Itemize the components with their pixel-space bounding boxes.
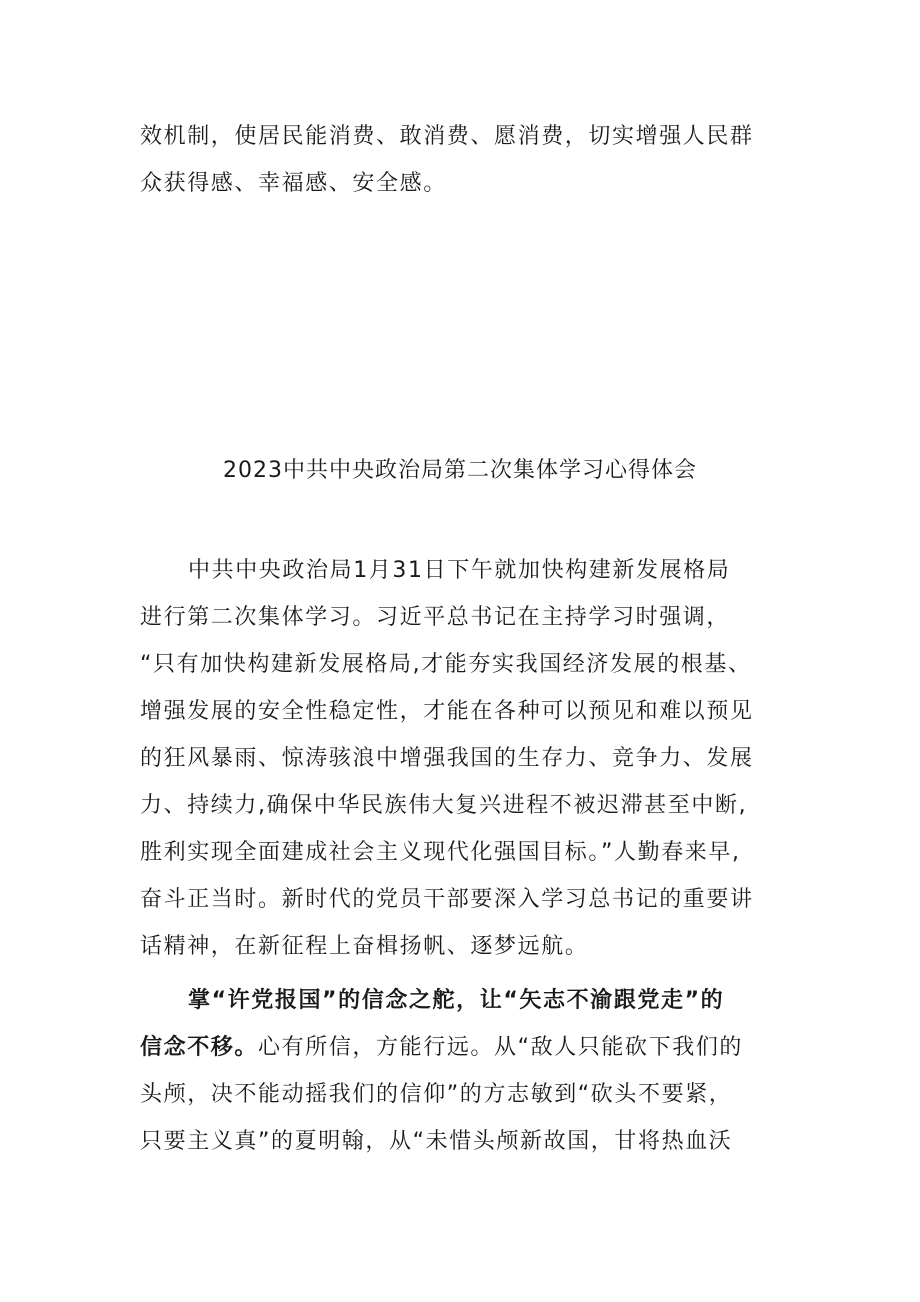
paragraph2-line-2 — [140, 1033, 800, 1063]
paragraph1-line-5: 的狂风暴雨、惊涛骇浪中增强我国的生存力、竞争力、发展 — [140, 746, 754, 771]
paragraph2-line-2-text: 心有所信，方能行远。从“敌人只能砍下我们的 — [258, 1035, 744, 1060]
paragraph2-heading-line-1: 掌“许党报国”的信念之舵，让“矢志不渝跟党走”的 — [188, 988, 725, 1013]
paragraph1-line-4: 增强发展的安全性稳定性，才能在各种可以预见和难以预见 — [140, 699, 754, 724]
paragraph1-line-6: 力、持续力,确保中华民族伟大复兴进程不被迟滞甚至中断, — [140, 793, 748, 818]
paragraph2-heading-end: 信念不移。 — [140, 1035, 259, 1060]
paragraph1-line-3: “只有加快构建新发展格局,才能夯实我国经济发展的根基、 — [140, 652, 752, 677]
continuation-line-1: 效机制，使居民能消费、敢消费、愿消费，切实增强人民群 — [140, 124, 754, 149]
paragraph1-line-9: 话精神，在新征程上奋楫扬帆、逐梦远航。 — [140, 934, 589, 959]
continuation-line-2: 众获得感、幸福感、安全感。 — [140, 171, 447, 196]
paragraph2-line-3: 头颅，决不能动摇我们的信仰”的方志敏到“砍头不要紧， — [140, 1082, 733, 1107]
article-title: 2023中共中央政治局第二次集体学习心得体会 — [223, 458, 697, 483]
paragraph1-line-2: 进行第二次集体学习。习近平总书记在主持学习时强调， — [140, 605, 731, 630]
paragraph1-line-8: 奋斗正当时。新时代的党员干部要深入学习总书记的重要讲 — [140, 887, 754, 912]
paragraph1-line-7: 胜利实现全面建成社会主义现代化强国目标。”人勤春来早, — [140, 840, 741, 865]
paragraph1-line-1: 中共中央政治局1月31日下午就加快构建新发展格局 — [188, 558, 731, 583]
paragraph2-line-4: 只要主义真”的夏明翰，从“未惜头颅新故国，甘将热血沃 — [140, 1129, 733, 1154]
